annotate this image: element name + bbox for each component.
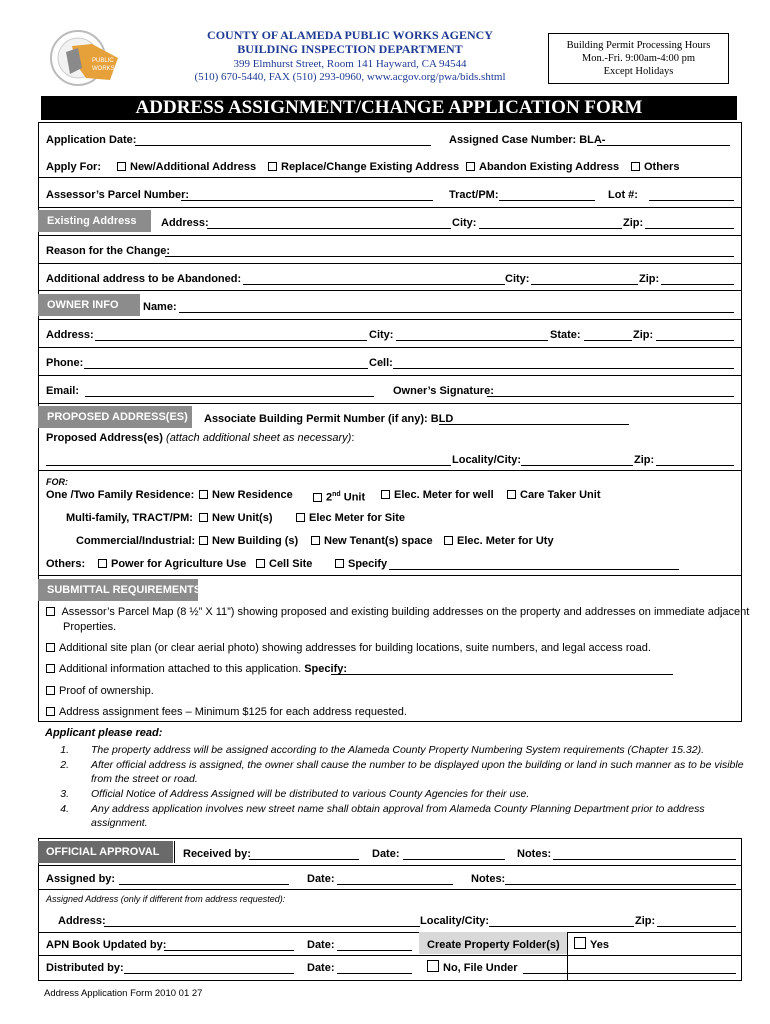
- lot-field[interactable]: [649, 200, 734, 201]
- req-parcel-map[interactable]: [46, 605, 749, 619]
- specify-label: Specify: [348, 558, 388, 570]
- cell-label: Cell:: [369, 357, 393, 369]
- req-additional-info[interactable]: [46, 662, 347, 676]
- elec-meter-well-label: Elec. Meter for well: [394, 489, 494, 501]
- hours-line-1: Building Permit Processing Hours: [566, 40, 711, 51]
- abandoned-label: Additional address to be Abandoned:: [46, 273, 242, 285]
- second-unit-label: Unit: [340, 491, 366, 504]
- owner-state-label: State:: [550, 329, 581, 341]
- assoc-permit-field[interactable]: [439, 424, 629, 425]
- existing-address-tag: Existing Address: [38, 210, 151, 232]
- checkbox[interactable]: [631, 162, 640, 171]
- logo-text-public: PUBLIC: [92, 58, 114, 64]
- divider: [39, 319, 741, 320]
- approval-locality-field[interactable]: [489, 926, 634, 927]
- note-item: [45, 743, 745, 757]
- checkbox[interactable]: [507, 490, 516, 499]
- note-text: Any address application involves new street name shall obtain approval from Alameda County Planning Department prior to address assignment.: [91, 803, 705, 829]
- yes-label: Yes: [590, 939, 609, 951]
- logo-text-works: WORKS: [92, 66, 115, 72]
- phone-label: Phone:: [46, 357, 84, 369]
- note-text: After official address is assigned, the owner shall cause the number to be displayed upon the building or land in such manner as to be visible from the street or road.: [91, 759, 744, 785]
- assigned-address-note: Assigned Address (only if different from address requested):: [46, 894, 286, 904]
- owner-signature-field[interactable]: [487, 396, 734, 397]
- note-text: Official Notice of Address Assigned will be distributed to various County Agencies for their use.: [91, 788, 530, 800]
- owner-info-tag: OWNER INFO: [38, 294, 140, 316]
- create-folder-label: Create Property Folder(s): [427, 939, 560, 951]
- req-site-plan[interactable]: [46, 641, 651, 655]
- checkbox[interactable]: [427, 960, 439, 972]
- elec-meter-uty-option[interactable]: [444, 534, 554, 548]
- proposed-address-field[interactable]: [46, 465, 451, 466]
- lot-label: Lot #:: [608, 189, 638, 201]
- checkbox[interactable]: [444, 536, 453, 545]
- proposed-address-tag: PROPOSED ADDRESS(ES): [38, 406, 192, 428]
- req-parcel-map-cont: Properties.: [63, 621, 117, 633]
- assigned-date-label: Date:: [307, 873, 335, 885]
- owner-city-field[interactable]: [396, 340, 548, 341]
- power-agri-label: Power for Agriculture Use: [111, 558, 247, 570]
- received-date-label: Date:: [372, 848, 400, 860]
- power-agri-option[interactable]: [98, 557, 246, 571]
- specify-option[interactable]: [335, 557, 387, 571]
- divider: [39, 290, 741, 291]
- hours-line-2: Mon.-Fri. 9:00am-4:00 pm: [581, 53, 696, 64]
- agency-header: [160, 28, 540, 84]
- req-fees-text: Address assignment fees – Minimum $125 for each address requested.: [59, 706, 407, 718]
- checkbox[interactable]: [46, 707, 55, 716]
- cell-site-label: Cell Site: [269, 558, 313, 570]
- one-two-family-label: One /Two Family Residence:: [46, 489, 195, 501]
- colon: :: [351, 432, 355, 444]
- divider: [39, 932, 741, 933]
- note-number: 2.: [60, 759, 69, 771]
- req-site-plan-text: Additional site plan (or clear aerial photo) showing addresses for building locations, suite numbers, and legal access road.: [59, 642, 651, 654]
- divider: [39, 955, 741, 956]
- official-approval-section: [38, 838, 742, 981]
- main-form: [38, 122, 750, 722]
- req-proof-ownership[interactable]: [46, 684, 154, 698]
- case-number-label: Assigned Case Number: BLA-: [449, 134, 606, 146]
- attach-sheet-note: (attach additional sheet as necessary): [166, 432, 352, 444]
- checkbox[interactable]: [268, 162, 277, 171]
- divider: [39, 263, 741, 264]
- application-date-field[interactable]: [135, 145, 431, 146]
- approval-address-label: Address:: [58, 915, 106, 927]
- elec-meter-site-option[interactable]: [296, 511, 405, 525]
- req-specify-field[interactable]: [331, 674, 673, 675]
- checkbox[interactable]: [381, 490, 390, 499]
- cell-site-option[interactable]: [256, 557, 312, 571]
- assigned-date-field[interactable]: [337, 884, 453, 885]
- department-name: BUILDING INSPECTION DEPARTMENT: [237, 42, 463, 56]
- divider: [39, 347, 741, 348]
- apply-others-option[interactable]: [631, 160, 679, 174]
- approval-zip-label: Zip:: [635, 915, 656, 927]
- owner-state-field[interactable]: [584, 340, 632, 341]
- elec-meter-uty-label: Elec. Meter for Uty: [457, 535, 554, 547]
- create-folder-yes-option[interactable]: [574, 937, 609, 952]
- req-fees[interactable]: [46, 705, 407, 719]
- proposed-addresses-line: [46, 431, 354, 445]
- care-taker-option[interactable]: [507, 488, 601, 502]
- assigned-by-field[interactable]: [119, 884, 289, 885]
- checkbox[interactable]: [256, 559, 265, 568]
- apply-new-option[interactable]: [117, 160, 256, 174]
- proposed-locality-field[interactable]: [521, 465, 633, 466]
- note-item: [45, 787, 745, 801]
- distributed-date-label: Date:: [307, 962, 335, 974]
- apply-abandon-option[interactable]: [466, 160, 619, 174]
- new-tenants-label: New Tenant(s) space: [324, 535, 433, 547]
- divider: [39, 207, 741, 208]
- checkbox[interactable]: [46, 607, 55, 616]
- existing-city-field[interactable]: [479, 228, 622, 229]
- apply-replace-label: Replace/Change Existing Address: [281, 161, 460, 173]
- apn-book-date-field[interactable]: [337, 950, 412, 951]
- agency-address: 399 Elmhurst Street, Room 141 Hayward, CA 94544: [233, 58, 467, 70]
- existing-zip-field[interactable]: [645, 228, 734, 229]
- apply-for-label: Apply For:: [46, 161, 101, 173]
- file-under-field[interactable]: [523, 973, 736, 974]
- new-buildings-label: New Building (s): [212, 535, 299, 547]
- abandoned-zip-field[interactable]: [661, 284, 734, 285]
- checkbox[interactable]: [46, 686, 55, 695]
- owner-name-field[interactable]: [179, 312, 734, 313]
- email-field[interactable]: [85, 396, 374, 397]
- divider: [39, 375, 741, 376]
- specify-field[interactable]: [389, 569, 679, 570]
- county-seal-icon: [48, 28, 120, 88]
- owner-address-label: Address:: [46, 329, 94, 341]
- notes-list: [45, 743, 745, 830]
- form-title: ADDRESS ASSIGNMENT/CHANGE APPLICATION FORM: [41, 96, 737, 120]
- abandoned-city-field[interactable]: [531, 284, 638, 285]
- elec-meter-well-option[interactable]: [381, 488, 494, 502]
- assigned-notes-field[interactable]: [505, 884, 736, 885]
- owner-city-label: City:: [369, 329, 394, 341]
- checkbox[interactable]: [46, 643, 55, 652]
- checkbox[interactable]: [313, 493, 322, 502]
- distributed-date-field[interactable]: [337, 973, 412, 974]
- divider: [39, 470, 741, 471]
- note-item: [45, 802, 745, 830]
- req-specify-label: Specify:: [304, 663, 348, 675]
- apply-others-label: Others: [644, 161, 680, 173]
- approval-zip-field[interactable]: [657, 926, 736, 927]
- abandoned-city-label: City:: [505, 273, 530, 285]
- note-number: 1.: [60, 744, 69, 756]
- apply-abandon-label: Abandon Existing Address: [479, 161, 620, 173]
- proposed-addresses-label: Proposed Address(es): [46, 432, 163, 444]
- second-unit-number: 2: [326, 491, 333, 504]
- abandoned-zip-label: Zip:: [639, 273, 660, 285]
- second-unit-option[interactable]: [313, 488, 365, 505]
- divider: [39, 865, 741, 866]
- new-units-option[interactable]: [199, 511, 273, 525]
- divider: [39, 403, 741, 404]
- assigned-notes-label: Notes:: [471, 873, 506, 885]
- others-label: Others:: [46, 558, 86, 570]
- cell-field[interactable]: [393, 368, 734, 369]
- req-additional-info-text: Additional information attached to this application.: [59, 663, 302, 675]
- checkbox[interactable]: [335, 559, 344, 568]
- note-number: 3.: [60, 788, 69, 800]
- notes-heading: Applicant please read:: [45, 727, 163, 739]
- email-label: Email:: [46, 385, 80, 397]
- applicant-notes: [45, 726, 745, 831]
- distributed-by-label: Distributed by:: [46, 962, 124, 974]
- existing-city-label: City:: [452, 217, 477, 229]
- new-buildings-option[interactable]: [199, 534, 298, 548]
- checkbox[interactable]: [199, 490, 208, 499]
- tract-pm-field[interactable]: [499, 200, 595, 201]
- apn-field[interactable]: [181, 200, 433, 201]
- care-taker-label: Care Taker Unit: [520, 489, 601, 501]
- new-residence-option[interactable]: [199, 488, 293, 502]
- phone-field[interactable]: [84, 368, 368, 369]
- owner-zip-field[interactable]: [656, 340, 734, 341]
- divider: [39, 889, 741, 890]
- checkbox[interactable]: [98, 559, 107, 568]
- reason-field[interactable]: [165, 256, 734, 257]
- checkbox[interactable]: [574, 937, 586, 949]
- existing-address-label: Address:: [161, 217, 209, 229]
- approval-locality-label: Locality/City:: [420, 915, 490, 927]
- divider: [39, 177, 741, 178]
- proposed-zip-label: Zip:: [634, 454, 655, 466]
- elec-meter-site-label: Elec Meter for Site: [309, 512, 405, 524]
- no-file-under-label: No, File Under: [443, 962, 518, 974]
- assoc-permit-label: Associate Building Permit Number (if any): BLD: [204, 413, 454, 425]
- checkbox[interactable]: [199, 513, 208, 522]
- apn-book-date-label: Date:: [307, 939, 335, 951]
- distributed-by-field[interactable]: [124, 973, 294, 974]
- apn-label: Assessor’s Parcel Number:: [46, 189, 190, 201]
- note-text: The property address will be assigned according to the Alameda County Property Numbering System requirements (Chapter 15.32).: [91, 744, 704, 756]
- divider: [39, 575, 741, 576]
- case-number-field[interactable]: [597, 145, 730, 146]
- received-date-field[interactable]: [403, 859, 505, 860]
- req-proof-ownership-text: Proof of ownership.: [59, 685, 154, 697]
- checkbox[interactable]: [466, 162, 475, 171]
- received-notes-label: Notes:: [517, 848, 552, 860]
- assigned-by-label: Assigned by:: [46, 873, 116, 885]
- existing-address-field[interactable]: [207, 228, 451, 229]
- checkbox[interactable]: [117, 162, 126, 171]
- checkbox[interactable]: [311, 536, 320, 545]
- checkbox[interactable]: [46, 664, 55, 673]
- submittal-requirements-tag: SUBMITTAL REQUIREMENTS: [38, 579, 198, 601]
- apn-book-label: APN Book Updated by:: [46, 939, 167, 951]
- processing-hours-box: [548, 33, 729, 84]
- new-units-label: New Unit(s): [212, 512, 273, 524]
- note-number: 4.: [60, 803, 69, 815]
- owner-signature-label: Owner’s Signature:: [393, 385, 494, 397]
- no-file-under-option[interactable]: [427, 960, 518, 975]
- footer-form-id: Address Application Form 2010 01 27: [44, 988, 203, 999]
- approval-address-field[interactable]: [104, 926, 420, 927]
- req-parcel-map-text: Assessor’s Parcel Map (8 ½” X 11”) showing proposed and existing building addresses on the property and addresses on immediate adjacent: [61, 606, 750, 618]
- commercial-label: Commercial/Industrial:: [76, 535, 196, 547]
- received-notes-field[interactable]: [553, 859, 736, 860]
- divider: [174, 841, 175, 863]
- apn-book-field[interactable]: [164, 950, 294, 951]
- proposed-zip-field[interactable]: [656, 465, 734, 466]
- apply-replace-option[interactable]: [268, 160, 459, 174]
- reason-label: Reason for the Change:: [46, 245, 171, 257]
- new-residence-label: New Residence: [212, 489, 293, 501]
- received-by-label: Received by:: [183, 848, 251, 860]
- abandoned-address-field[interactable]: [243, 284, 505, 285]
- second-unit-suffix: nd: [332, 491, 341, 498]
- hours-line-3: Except Holidays: [603, 66, 674, 77]
- application-date-label: Application Date:: [46, 134, 137, 146]
- proposed-locality-label: Locality/City:: [452, 454, 522, 466]
- new-tenants-option[interactable]: [311, 534, 433, 548]
- owner-name-label: Name:: [143, 301, 177, 313]
- owner-address-field[interactable]: [95, 340, 367, 341]
- agency-name: COUNTY OF ALAMEDA PUBLIC WORKS AGENCY: [207, 28, 493, 42]
- existing-zip-label: Zip:: [623, 217, 644, 229]
- checkbox[interactable]: [199, 536, 208, 545]
- note-item: [45, 758, 745, 786]
- county-logo: [48, 28, 120, 88]
- apply-new-label: New/Additional Address: [130, 161, 257, 173]
- tract-pm-label: Tract/PM:: [449, 189, 499, 201]
- checkbox[interactable]: [296, 513, 305, 522]
- received-by-field[interactable]: [249, 859, 359, 860]
- owner-zip-label: Zip:: [633, 329, 654, 341]
- multi-family-label: Multi-family, TRACT/PM:: [66, 512, 193, 524]
- official-approval-tag: OFFICIAL APPROVAL: [38, 841, 173, 863]
- for-label: FOR:: [46, 477, 68, 487]
- agency-contact: (510) 670-5440, FAX (510) 293-0960, www.acgov.org/pwa/bids.shtml: [194, 71, 506, 83]
- divider: [39, 235, 741, 236]
